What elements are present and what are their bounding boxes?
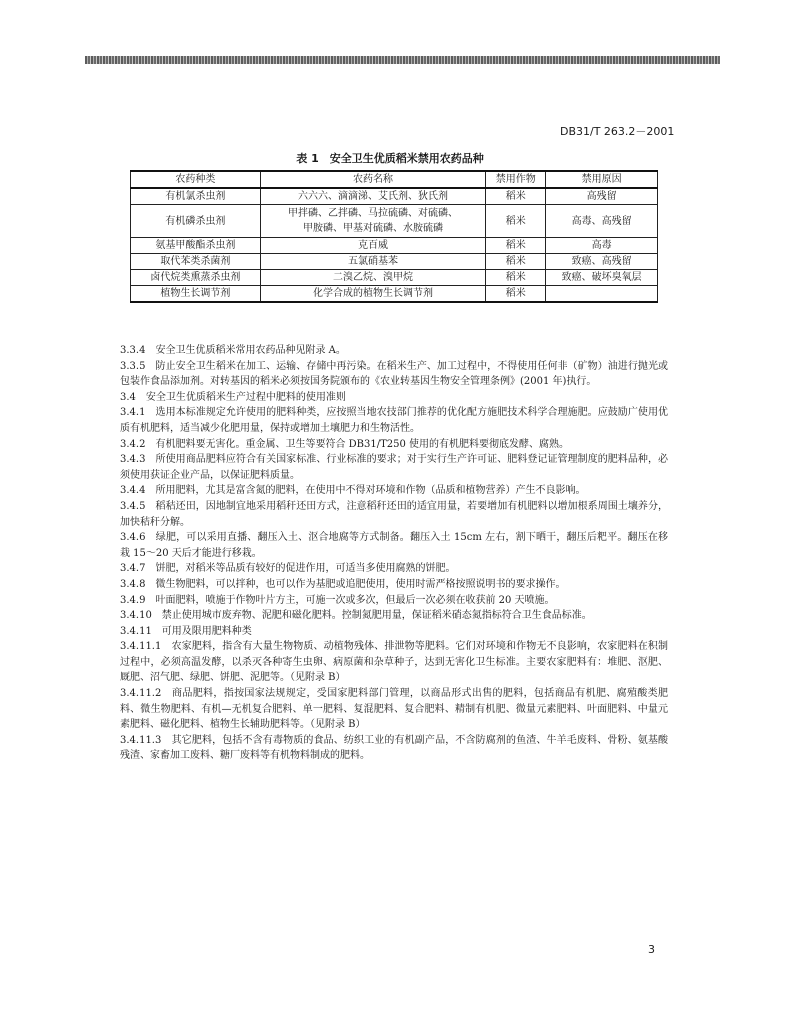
doc-number: DB31/T 263.2－2001 — [560, 125, 675, 138]
pesticide-type: 有机磷杀虫剂 — [131, 205, 261, 238]
clause-3-4-7: 3.4.7 饼肥，对稻米等品质有较好的促进作用，可适当多使用腐熟的饼肥。 — [120, 563, 456, 575]
clause-3-4-1: 3.4.1 选用本标准规定允许使用的肥料种类，应按照当地农技部门推荐的优化配方施肥技术科学合理施肥。应鼓励广使用优质有机肥料，适当减少化肥用量，保持或增加土壤肥力和生物活性。 — [120, 407, 668, 434]
clause-3-4-4: 3.4.4 所用肥料，尤其是富含氮的肥料，在使用中不得对环境和作物（品质和植物营养）产生不良影响。 — [120, 485, 586, 497]
table-row — [131, 188, 658, 205]
ban-reason: 致癌、破坏臭氧层 — [546, 270, 658, 286]
ban-reason: 高毒、高残留 — [546, 205, 658, 238]
banned-crop: 稻米 — [486, 270, 546, 286]
ban-reason: 高毒 — [546, 238, 658, 254]
pesticide-names — [260, 205, 486, 238]
scan-header-band — [85, 56, 720, 64]
pesticide-names-line: 甲胺磷、甲基对硫磷、水胺硫磷 — [303, 223, 443, 234]
clause-3-4-11-1: 3.4.11.1 农家肥料，指含有大量生物物质、动植物残体、排泄物等肥料。它们对环境和作物无不良影响，农家肥料在积制过程中，必须高温发酵，以杀灭各种寄生虫卵、病原菌和杂草种子，达到无害化卫生标准。主要农家肥料有：堆肥、沤肥、厩肥、沼气肥、绿肥、饼肥、泥肥等。（见附录 B） — [120, 641, 668, 684]
table-row — [131, 254, 658, 270]
table-row — [131, 270, 658, 286]
pesticide-type: 植物生长调节剂 — [131, 286, 261, 303]
clause-3-4-5: 3.4.5 稻秸还田，因地制宜地采用稻秆还田方式，注意稻秆还田的适宜用量，若要增加有机肥料以增加根系周围土壤养分，加快秸秆分解。 — [120, 500, 668, 528]
banned-crop: 稻米 — [486, 254, 546, 270]
clause-3-4-6: 3.4.6 绿肥，可以采用直播、翻压入土、沤合地腐等方式制备。翻压入土 15cm 左右，割下晒干，翻压后粑平。翻压在移栽 15～20 天后才能进行移栽。 — [120, 532, 668, 559]
pesticide-names: 化学合成的植物生长调节剂 — [260, 286, 486, 303]
pesticide-type: 卤代烷类熏蒸杀虫剂 — [131, 270, 261, 286]
clause-3-4-11-2: 3.4.11.2 商品肥料，指按国家法规规定，受国家肥料部门管理，以商品形式出售的肥料，包括商品有机肥、腐殖酸类肥料、微生物肥料、有机—无机复合肥料、单一肥料、复混肥料、复合肥料、精制有机肥、微量元素肥料、叶面肥料、中量元素肥料、磁化肥料、植物生长辅助肥料等。（见附录 B） — [120, 688, 668, 731]
pesticide-names: 克百威 — [260, 238, 486, 254]
body-text — [120, 343, 668, 764]
pesticide-type: 有机氯杀虫剂 — [131, 188, 261, 205]
section-3-4-heading: 3.4 安全卫生优质稻米生产过程中肥料的使用准则 — [120, 391, 346, 403]
clause-3-4-9: 3.4.9 叶面肥料，喷施于作物叶片方主，可施一次或多次，但最后一次必须在收获前 20 天喷施。 — [120, 594, 555, 606]
clause-3-4-11: 3.4.11 可用及限用肥料种类 — [120, 625, 252, 637]
header-cell: 禁用作物 — [486, 171, 546, 188]
page-number: 3 — [648, 943, 655, 956]
table-row — [131, 286, 658, 303]
pesticide-names: 五氯硝基苯 — [260, 254, 486, 270]
clause-3-3-5: 3.3.5 防止安全卫生稻米在加工、运输、存储中再污染。在稻米生产、加工过程中，不得使用任何非（矿物）油进行抛光或包装作食品添加剂。对转基因的稻米必须按国务院颁布的《农业转基因生物安全管理条例》(2001 年)执行。 — [120, 360, 668, 388]
clause-3-4-2: 3.4.2 有机肥料要无害化。重金属、卫生等要符合 DB31/T250 使用的有机肥料要彻底发酵、腐熟。 — [120, 438, 570, 450]
clause-3-3-4: 3.3.4 安全卫生优质稻米常用农药品种见附录 A。 — [120, 345, 346, 356]
clause-3-4-11-3: 3.4.11.3 其它肥料，包括不含有毒物质的食品、纺织工业的有机副产品，不含防腐剂的鱼渣、牛羊毛废料、骨粉、氨基酸残渣、家畜加工废料、糖厂废料等有机物料制成的肥料。 — [120, 734, 668, 762]
header-cell: 农药种类 — [131, 171, 261, 188]
table-row — [131, 205, 658, 238]
pesticide-names: 六六六、滴滴涕、艾氏剂、狄氏剂 — [260, 188, 486, 205]
banned-crop: 稻米 — [486, 188, 546, 205]
clause-3-4-3: 3.4.3 所使用商品肥料应符合有关国家标准、行业标准的要求；对于实行生产许可证、肥料登记证管理制度的肥料品种，必须使用获证企业产品，以保证肥料质量。 — [120, 454, 668, 481]
header-cell: 农药名称 — [260, 171, 486, 188]
pesticide-table — [130, 170, 658, 303]
table-title: 表 1 安全卫生优质稻米禁用农药品种 — [296, 152, 484, 165]
clause-3-4-10: 3.4.10 禁止使用城市废弃物、泥肥和磁化肥料。控制氮肥用量，保证稻米硝态氮指标符合卫生食品标准。 — [120, 610, 592, 622]
ban-reason — [546, 286, 658, 303]
ban-reason: 致癌、高残留 — [546, 254, 658, 270]
pesticide-names-line: 甲拌磷、乙拌磷、马拉硫磷、对硫磷、 — [288, 208, 458, 219]
clause-3-4-8: 3.4.8 微生物肥料，可以拌种，也可以作为基肥或追肥使用，使用时需严格按照说明书的要求操作。 — [120, 578, 566, 590]
ban-reason: 高残留 — [546, 188, 658, 205]
pesticide-type: 氨基甲酸酯杀虫剂 — [131, 238, 261, 254]
table-header-row — [131, 171, 658, 188]
banned-crop: 稻米 — [486, 205, 546, 238]
table-row — [131, 238, 658, 254]
pesticide-type: 取代苯类杀菌剂 — [131, 254, 261, 270]
banned-crop: 稻米 — [486, 238, 546, 254]
header-cell: 禁用原因 — [546, 171, 658, 188]
banned-crop: 稻米 — [486, 286, 546, 303]
pesticide-names: 二溴乙烷、溴甲烷 — [260, 270, 486, 286]
